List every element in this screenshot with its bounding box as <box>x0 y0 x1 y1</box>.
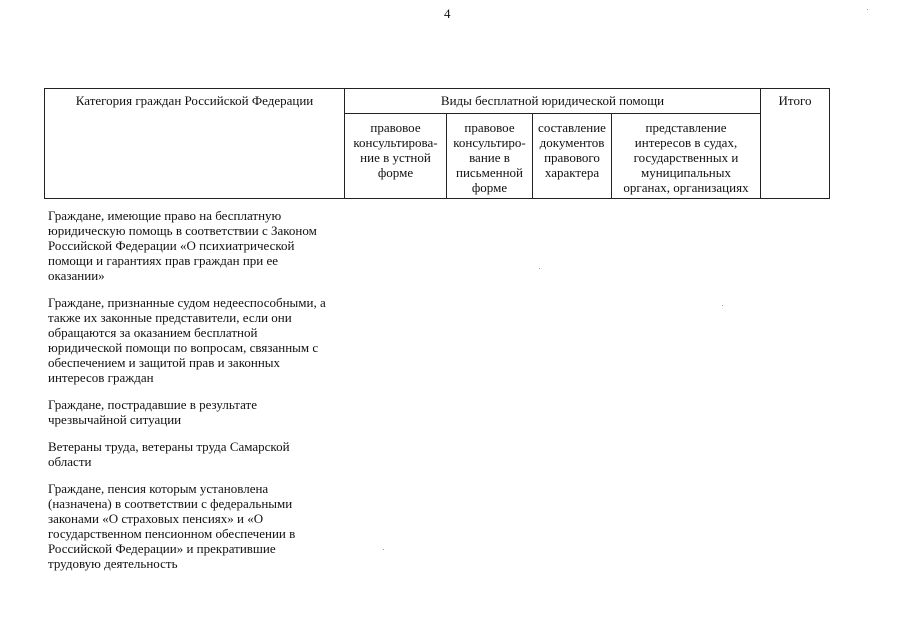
subheader-document-drafting: составление документов правового характера <box>538 120 606 180</box>
category-row: Граждане, имеющие право на бесплатную юридическую помощь в соответствии с Законом Российской Федерации «О психиатрической помощи и гарантиях прав граждан при ее оказании» <box>48 208 317 283</box>
scan-speck <box>722 305 723 306</box>
scan-speck <box>867 9 868 10</box>
category-row: Граждане, пенсия которым установлена (назначена) в соответствии с федеральными законами «О страховых пенсиях» и «О государственном пенсионном обеспечении в Российской Федерации» и прекратившие трудовую деятельность <box>48 481 296 571</box>
page-number: 4 <box>444 6 451 21</box>
category-row: Граждане, признанные судом недееспособными, а также их законные представители, если они обращаются за оказанием бесплатной юридической помощи по вопросам, связанным с обеспечением и защитой прав и законных интересов граждан <box>48 295 326 385</box>
legal-aid-types-header: Виды бесплатной юридической помощи <box>440 93 665 108</box>
category-row: Ветераны труда, ветераны труда Самарской области <box>48 439 290 469</box>
category-header: Категория граждан Российской Федерации <box>75 93 314 108</box>
divider <box>344 113 760 114</box>
total-header: Итого <box>778 93 812 108</box>
header-table <box>44 88 830 199</box>
scan-speck <box>539 268 540 269</box>
subheader-court-representation: представление интересов в судах, государственных и муниципальных органах, организациях <box>623 120 749 195</box>
scan-speck <box>383 549 384 550</box>
category-row: Граждане, пострадавшие в результате чрезвычайной ситуации <box>48 397 257 427</box>
subheader-oral-consulting: правовое консультирова- ние в устной форме <box>353 120 438 180</box>
category-list <box>48 208 340 583</box>
subheader-written-consulting: правовое консультиро- вание в письменной форме <box>453 120 526 195</box>
